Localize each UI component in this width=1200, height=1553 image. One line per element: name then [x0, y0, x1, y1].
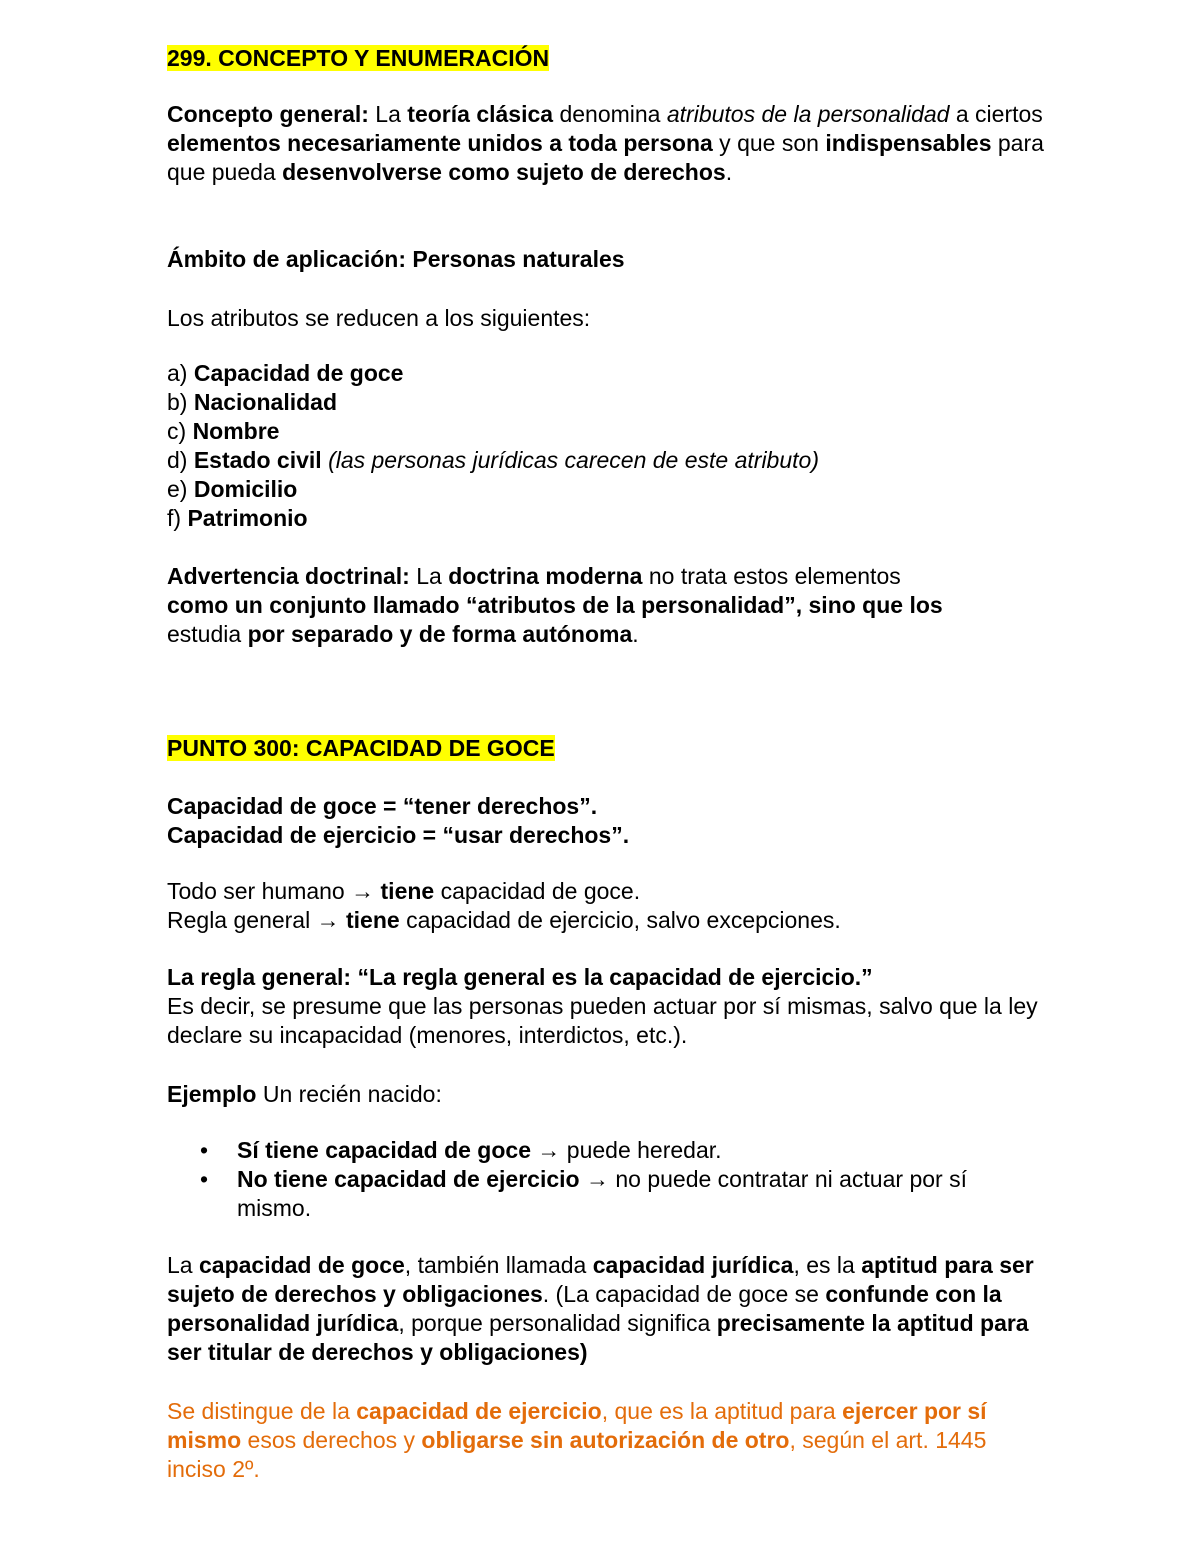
- emphasis: como un conjunto llamado “atributos de la personalidad”, sino que los: [167, 592, 943, 618]
- emphasis: Sí tiene capacidad de goce: [237, 1137, 531, 1163]
- list-item-name: Domicilio: [193, 476, 298, 502]
- text-run: Se distingue de la: [167, 1398, 357, 1424]
- section-299-heading: [167, 44, 1047, 73]
- emphasis: aptitud para ser sujeto de derechos y obligaciones: [167, 1252, 1034, 1307]
- text-run: esos derechos y: [241, 1427, 422, 1453]
- list-letter: f): [167, 505, 182, 531]
- emphasis: tiene: [346, 907, 400, 933]
- text-run: Todo ser humano →: [167, 878, 381, 904]
- emphasis: indispensables: [825, 130, 992, 156]
- text-run: capacidad de goce.: [434, 878, 641, 904]
- text-run: capacidad de ejercicio, salvo excepciones.: [399, 907, 841, 933]
- emphasis: elementos necesariamente unidos a toda persona: [167, 130, 713, 156]
- list-item: [167, 446, 1047, 475]
- emphasis: obligarse sin autorización de otro: [421, 1427, 790, 1453]
- rules: [167, 877, 1047, 935]
- regla-general-text: Es decir, se presume que las personas pueden actuar por sí mismas, salvo que la ley declare su incapacidad (menores, interdictos, etc.).: [167, 993, 1038, 1048]
- text-run: estudia: [167, 621, 248, 647]
- ejemplo-text: Un recién nacido:: [256, 1081, 442, 1107]
- emphasis: ejercer por sí mismo: [167, 1398, 987, 1453]
- bullet-icon: •: [200, 1137, 209, 1163]
- list-letter: b): [167, 389, 188, 415]
- emphasis: desenvolverse como sujeto de derechos: [282, 159, 726, 185]
- atributos-list: [167, 359, 1047, 533]
- list-item: [167, 504, 1047, 533]
- text-run: La: [409, 563, 449, 589]
- emphasis: No tiene capacidad de ejercicio: [237, 1166, 580, 1192]
- heading-text: PUNTO 300: CAPACIDAD DE GOCE: [167, 735, 555, 761]
- list-item-name: Nombre: [192, 418, 280, 444]
- list-item: [167, 388, 1047, 417]
- text-run: La: [167, 1252, 199, 1278]
- text-run: , que es la aptitud para: [601, 1398, 843, 1424]
- emphasis: confunde con la personalidad jurídica: [167, 1281, 1002, 1336]
- text-run: no trata estos elementos: [642, 563, 901, 589]
- text-run: . (La capacidad de goce se: [542, 1281, 826, 1307]
- emphasis: capacidad de goce: [198, 1252, 405, 1278]
- ejemplo-bullets: [167, 1136, 1047, 1223]
- text-run: , también llamada: [404, 1252, 593, 1278]
- advertencia-label: Advertencia doctrinal:: [167, 563, 410, 589]
- text-run: para que pueda: [167, 130, 1044, 185]
- list-letter: e): [167, 476, 188, 502]
- text-run: → puede heredar.: [531, 1137, 722, 1163]
- text-run: Regla general →: [167, 907, 346, 933]
- ejemplo-label: Ejemplo: [167, 1081, 257, 1107]
- concepto-label: Concepto general:: [167, 101, 369, 127]
- advertencia-line: [167, 591, 1047, 620]
- heading-text: 299. CONCEPTO Y ENUMERACIÓN: [167, 45, 550, 71]
- advertencia-line: [167, 620, 1047, 649]
- emphasis: por separado y de forma autónoma: [247, 621, 633, 647]
- definitions: [167, 792, 1047, 850]
- bullet-item: [167, 1165, 1047, 1223]
- text-run: y que son: [712, 130, 826, 156]
- capacidad-ejercicio-paragraph: [167, 1397, 1027, 1484]
- atributos-intro: [167, 304, 1047, 333]
- list-item: [167, 417, 1047, 446]
- list-letter: a): [167, 360, 188, 386]
- advertencia-paragraph: [167, 562, 1047, 649]
- emphasis: precisamente la aptitud para ser titular de derechos y obligaciones): [167, 1310, 1029, 1365]
- definition-ejercicio: Capacidad de ejercicio = “usar derechos”.: [167, 822, 630, 848]
- list-letter: d): [167, 447, 188, 473]
- list-item-name: Patrimonio: [187, 505, 308, 531]
- emphasis: tiene: [380, 878, 435, 904]
- advertencia-line: [167, 562, 1047, 591]
- ejemplo-line: [167, 1080, 1047, 1109]
- text-run: .: [632, 621, 639, 647]
- emphasis: capacidad de ejercicio: [356, 1398, 602, 1424]
- emphasis: doctrina moderna: [448, 563, 643, 589]
- list-item-name: Estado civil: [193, 447, 322, 473]
- text-run: denomina: [553, 101, 667, 127]
- regla-general-title: La regla general: “La regla general es la capacidad de ejercicio.”: [167, 964, 873, 990]
- text-run: a ciertos: [949, 101, 1043, 127]
- ambito-line: [167, 245, 1047, 274]
- list-item-name: Nacionalidad: [193, 389, 337, 415]
- bullet-icon: •: [200, 1166, 209, 1192]
- ambito-text: Ámbito de aplicación: Personas naturales: [167, 246, 625, 272]
- text-run: , porque personalidad significa: [398, 1310, 717, 1336]
- list-item-note: (las personas jurídicas carecen de este atributo): [328, 447, 819, 473]
- text-run: , es la: [793, 1252, 862, 1278]
- list-item-name: Capacidad de goce: [193, 360, 404, 386]
- bullet-item: [167, 1136, 1047, 1165]
- emphasis: capacidad jurídica: [592, 1252, 794, 1278]
- list-item: [167, 475, 1047, 504]
- rule-line: [167, 877, 1047, 906]
- section-300-heading: [167, 734, 1047, 763]
- concepto-general-paragraph: [167, 100, 1047, 187]
- italic-term: atributos de la personalidad: [666, 101, 950, 127]
- text-run: La: [368, 101, 408, 127]
- list-item: [167, 359, 1047, 388]
- intro-text: Los atributos se reducen a los siguientes:: [167, 305, 591, 331]
- text-run: , según el art. 1445 inciso 2º.: [167, 1427, 987, 1482]
- emphasis: teoría clásica: [407, 101, 554, 127]
- regla-general-paragraph: [167, 963, 1047, 1050]
- text-run: .: [725, 159, 733, 185]
- definition-goce: Capacidad de goce = “tener derechos”.: [167, 793, 598, 819]
- capacidad-goce-paragraph: [167, 1251, 1037, 1367]
- list-letter: c): [167, 418, 187, 444]
- rule-line: [167, 906, 1047, 935]
- text-run: → no puede contratar ni actuar por sí mismo.: [237, 1166, 967, 1221]
